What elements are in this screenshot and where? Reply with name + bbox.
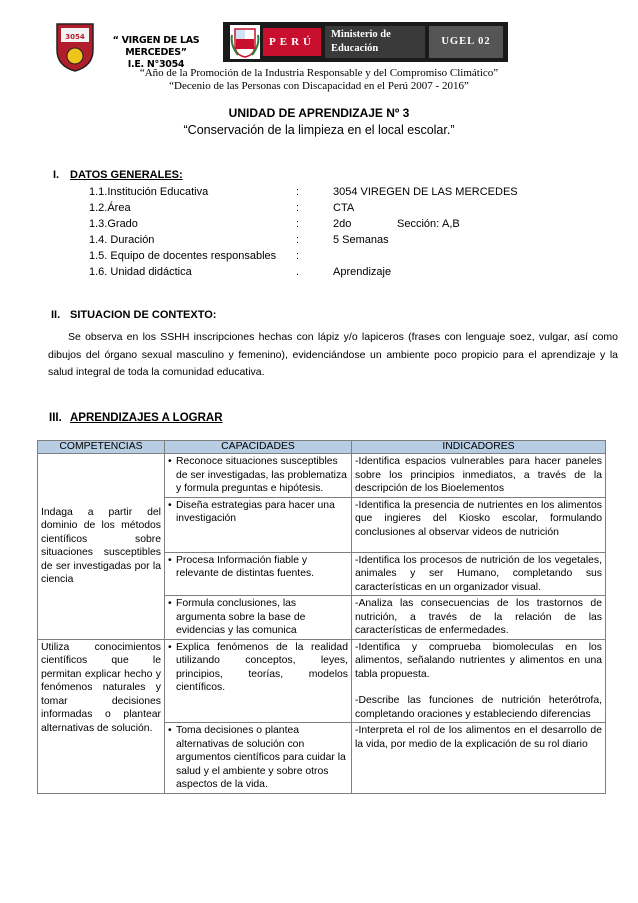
unit-title: UNIDAD DE APRENDIZAJE Nº 3 [228,106,410,120]
indicator-cell: -Identifica la presencia de nutrientes en los alimentos que ingieres del Kiosko escolar, formulando conclusiones al observar videos de nutrición [352,497,606,552]
banner-ugel: UGEL 02 [429,26,503,58]
general-label-2: 1.2.Área [89,202,131,214]
general-value-3: 2do [333,218,352,230]
bullet-icon: • [168,725,172,736]
banner-ministry [325,26,425,58]
section-general-heading-text: DATOS GENERALES: [70,169,183,181]
general-sep-2: : [296,202,300,214]
general-label-3: 1.3.Grado [89,218,138,230]
general-sep-6: . [296,266,300,278]
bullet-icon: • [168,499,172,511]
capacity-text: Formula conclusiones, las argumenta sobre la base de evidencias y las comunica [176,598,306,636]
table-header-row [38,441,606,454]
capacity-cell [165,723,352,794]
col-header-indicadores: INDICADORES [352,441,606,454]
context-paragraph [48,329,618,382]
general-section-value: A,B [442,218,460,230]
school-shield-logo [55,22,95,72]
shield-number: 3054 [65,33,85,41]
general-label-4: 1.4. Duración [89,234,155,246]
indicator-cell [352,639,606,723]
capacity-text: Procesa Información fiable y relevante de distintas fuentes. [176,554,315,579]
general-label-6: 1.6. Unidad didáctica [89,266,192,278]
section-learning-number: III. [49,412,62,424]
general-value-1: 3054 VIREGEN DE LAS MERCEDES [333,186,518,198]
col-header-competencias: COMPETENCIAS [38,441,165,454]
capacity-cell [165,497,352,552]
table-row [38,454,606,498]
general-sep-4: : [296,234,300,246]
capacity-text: Toma decisiones o plantea alternativas de solución con argumentos científicos para cuidar la salud y el ambiente y sobre otros aspectos de la vida. [176,725,346,790]
general-value-4: 5 Semanas [333,234,389,246]
learning-table [37,440,606,794]
banner-ministry-line1: Ministerio de [331,29,391,40]
school-name-line2: I.E. N°3054 [127,59,185,70]
section-general-heading [70,169,183,181]
section-learning-heading [70,412,223,424]
capacity-cell [165,552,352,596]
capacity-text: Explica fenómenos de la realidad utilizando conceptos, leyes, principios, teorías, modelos científicos. [176,641,348,693]
capacity-text: Diseña estrategias para hacer una investigación [176,499,335,524]
general-section-label: Sección: [397,218,440,230]
capacity-cell [165,454,352,498]
bullet-icon: • [168,554,172,566]
competence-cell-1: Indaga a partir del dominio de los métodos científicos sobre situaciones susceptibles de ser investigadas por la ciencia [38,454,165,640]
motto-line2: “Decenio de las Personas con Discapacidad en el Perú 2007 - 2016” [169,80,469,92]
indicator-text-2: -Describe las funciones de nutrición heterótrofa, completando oraciones y estableciendo diferencias [355,695,602,720]
banner-ministry-line2: Educación [331,43,379,54]
bullet-icon: • [168,598,172,609]
indicator-cell: -Identifica espacios vulnerables para hacer paneles sobre los principios inmediatos, a través de la descripción de los Bioelementos [352,454,606,498]
section-context-number: II. [51,309,61,321]
general-sep-5: : [296,250,300,262]
bullet-icon: • [168,641,172,653]
school-name-line1: “ VIRGEN DE LAS MERCEDES” [112,35,200,58]
competence-cell-2: Utiliza conocimientos científicos que le permitan explicar hecho y fenómenos naturales y tomar decisiones informadas o plantear alternativas de solución. [38,639,165,793]
school-name [96,35,216,71]
general-value-6: Aprendizaje [333,266,392,278]
section-general-number: I. [53,169,60,181]
indicator-cell: -Identifica los procesos de nutrición de los vegetales, animales y ser Humano, completando sus características en un organizador visual. [352,552,606,596]
section-learning-heading-text: APRENDIZAJES A LOGRAR [70,412,223,424]
peru-coat-of-arms-icon [230,25,260,59]
general-label-1: 1.1.Institución Educativa [89,186,209,198]
indicator-text: -Identifica y comprueba biomoleculas en los alimentos, señalando nutrientes y alimentos en una tabla propuesta. [355,641,602,680]
table-row [38,639,606,723]
motto-line1: “Año de la Promoción de la Industria Responsable y del Compromiso Climático” [139,67,499,79]
indicator-cell: -Analiza las consecuencias de los trastornos de nutrición, a través de la relación de las características de enfermedades. [352,596,606,640]
general-label-5: 1.5. Equipo de docentes responsables [89,250,277,262]
indicator-cell: -Interpreta el rol de los alimentos en el desarrollo de la vida, por medio de la explicación de su rol diario [352,723,606,794]
general-sep-1: : [296,186,300,198]
general-sep-3: : [296,218,300,230]
col-header-capacidades: CAPACIDADES [165,441,352,454]
capacity-cell [165,639,352,723]
capacity-text: Reconoce situaciones susceptibles de ser investigadas, las problematiza y formula preguntas e hipótesis. [176,456,347,494]
banner-country: PERÚ [263,28,321,56]
unit-subtitle: “Conservación de la limpieza en el local escolar.” [183,123,455,137]
section-context-heading: SITUACION DE CONTEXTO: [70,309,217,321]
general-value-2: CTA [333,202,355,214]
bullet-icon: • [168,456,172,467]
capacity-cell [165,596,352,640]
ministry-banner [223,22,508,62]
context-text: Se observa en los SSHH inscripciones hechas con lápiz y/o lapiceros (frases con lenguaje soez, vulgar, así como dibujos del órgano sexual masculino y femenino), evidenciándose un ambiente poco propicio para el aprendizaje y la salud integral de toda la comunidad educativa. [48,331,618,378]
